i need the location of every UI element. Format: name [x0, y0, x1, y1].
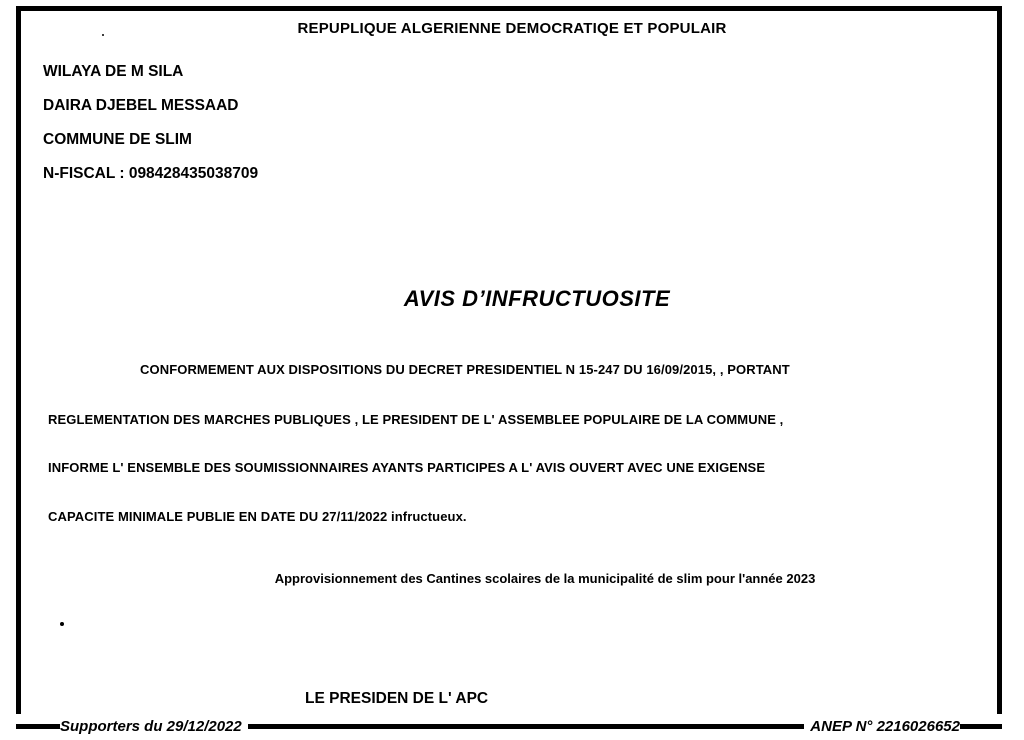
notice-title: AVIS D’INFRUCTUOSITE: [403, 286, 671, 311]
wilaya-line: WILAYA DE M SILA: [43, 63, 184, 80]
paragraph-line-4: CAPACITE MINIMALE PUBLIE EN DATE DU 27/11/2022 infructueux.: [48, 509, 467, 524]
footer-rule-left: [16, 724, 60, 729]
commune-line: COMMUNE DE SLIM: [43, 131, 192, 148]
paragraph-line-3: INFORME L' ENSEMBLE DES SOUMISSIONNAIRES AYANTS PARTICIPES A L' AVIS OUVERT AVEC UNE EXIGENSE: [48, 460, 766, 475]
footer-rule-middle: [248, 724, 805, 729]
signature-line: LE PRESIDEN DE L' APC: [305, 690, 489, 707]
administration-block: [43, 62, 258, 198]
tender-subject: Approvisionnement des Cantines scolaires de la municipalité de slim pour l'année 2023: [274, 571, 816, 586]
publication-footer: [16, 714, 1002, 738]
anep-number: ANEP N° 2216026652: [810, 717, 960, 735]
fiscal-number-line: N-FISCAL : 098428435038709: [43, 165, 259, 182]
paragraph-line-1: CONFORMEMENT AUX DISPOSITIONS DU DECRET PRESIDENTIEL N 15-247 DU 16/09/2015, , PORTANT: [140, 362, 790, 377]
paragraph-line-2: REGLEMENTATION DES MARCHES PUBLIQUES , LE PRESIDENT DE L' ASSEMBLEE POPULAIRE DE LA COMMUNE ,: [48, 412, 784, 427]
republic-heading: REPUPLIQUE ALGERIENNE DEMOCRATIQE ET POPULAIR: [297, 20, 727, 37]
scan-speck: [102, 34, 104, 36]
scan-speck: [60, 622, 64, 626]
daira-line: DAIRA DJEBEL MESSAAD: [43, 97, 239, 114]
footer-rule-right: [960, 724, 1002, 729]
supporters-date: Supporters du 29/12/2022: [60, 717, 242, 735]
